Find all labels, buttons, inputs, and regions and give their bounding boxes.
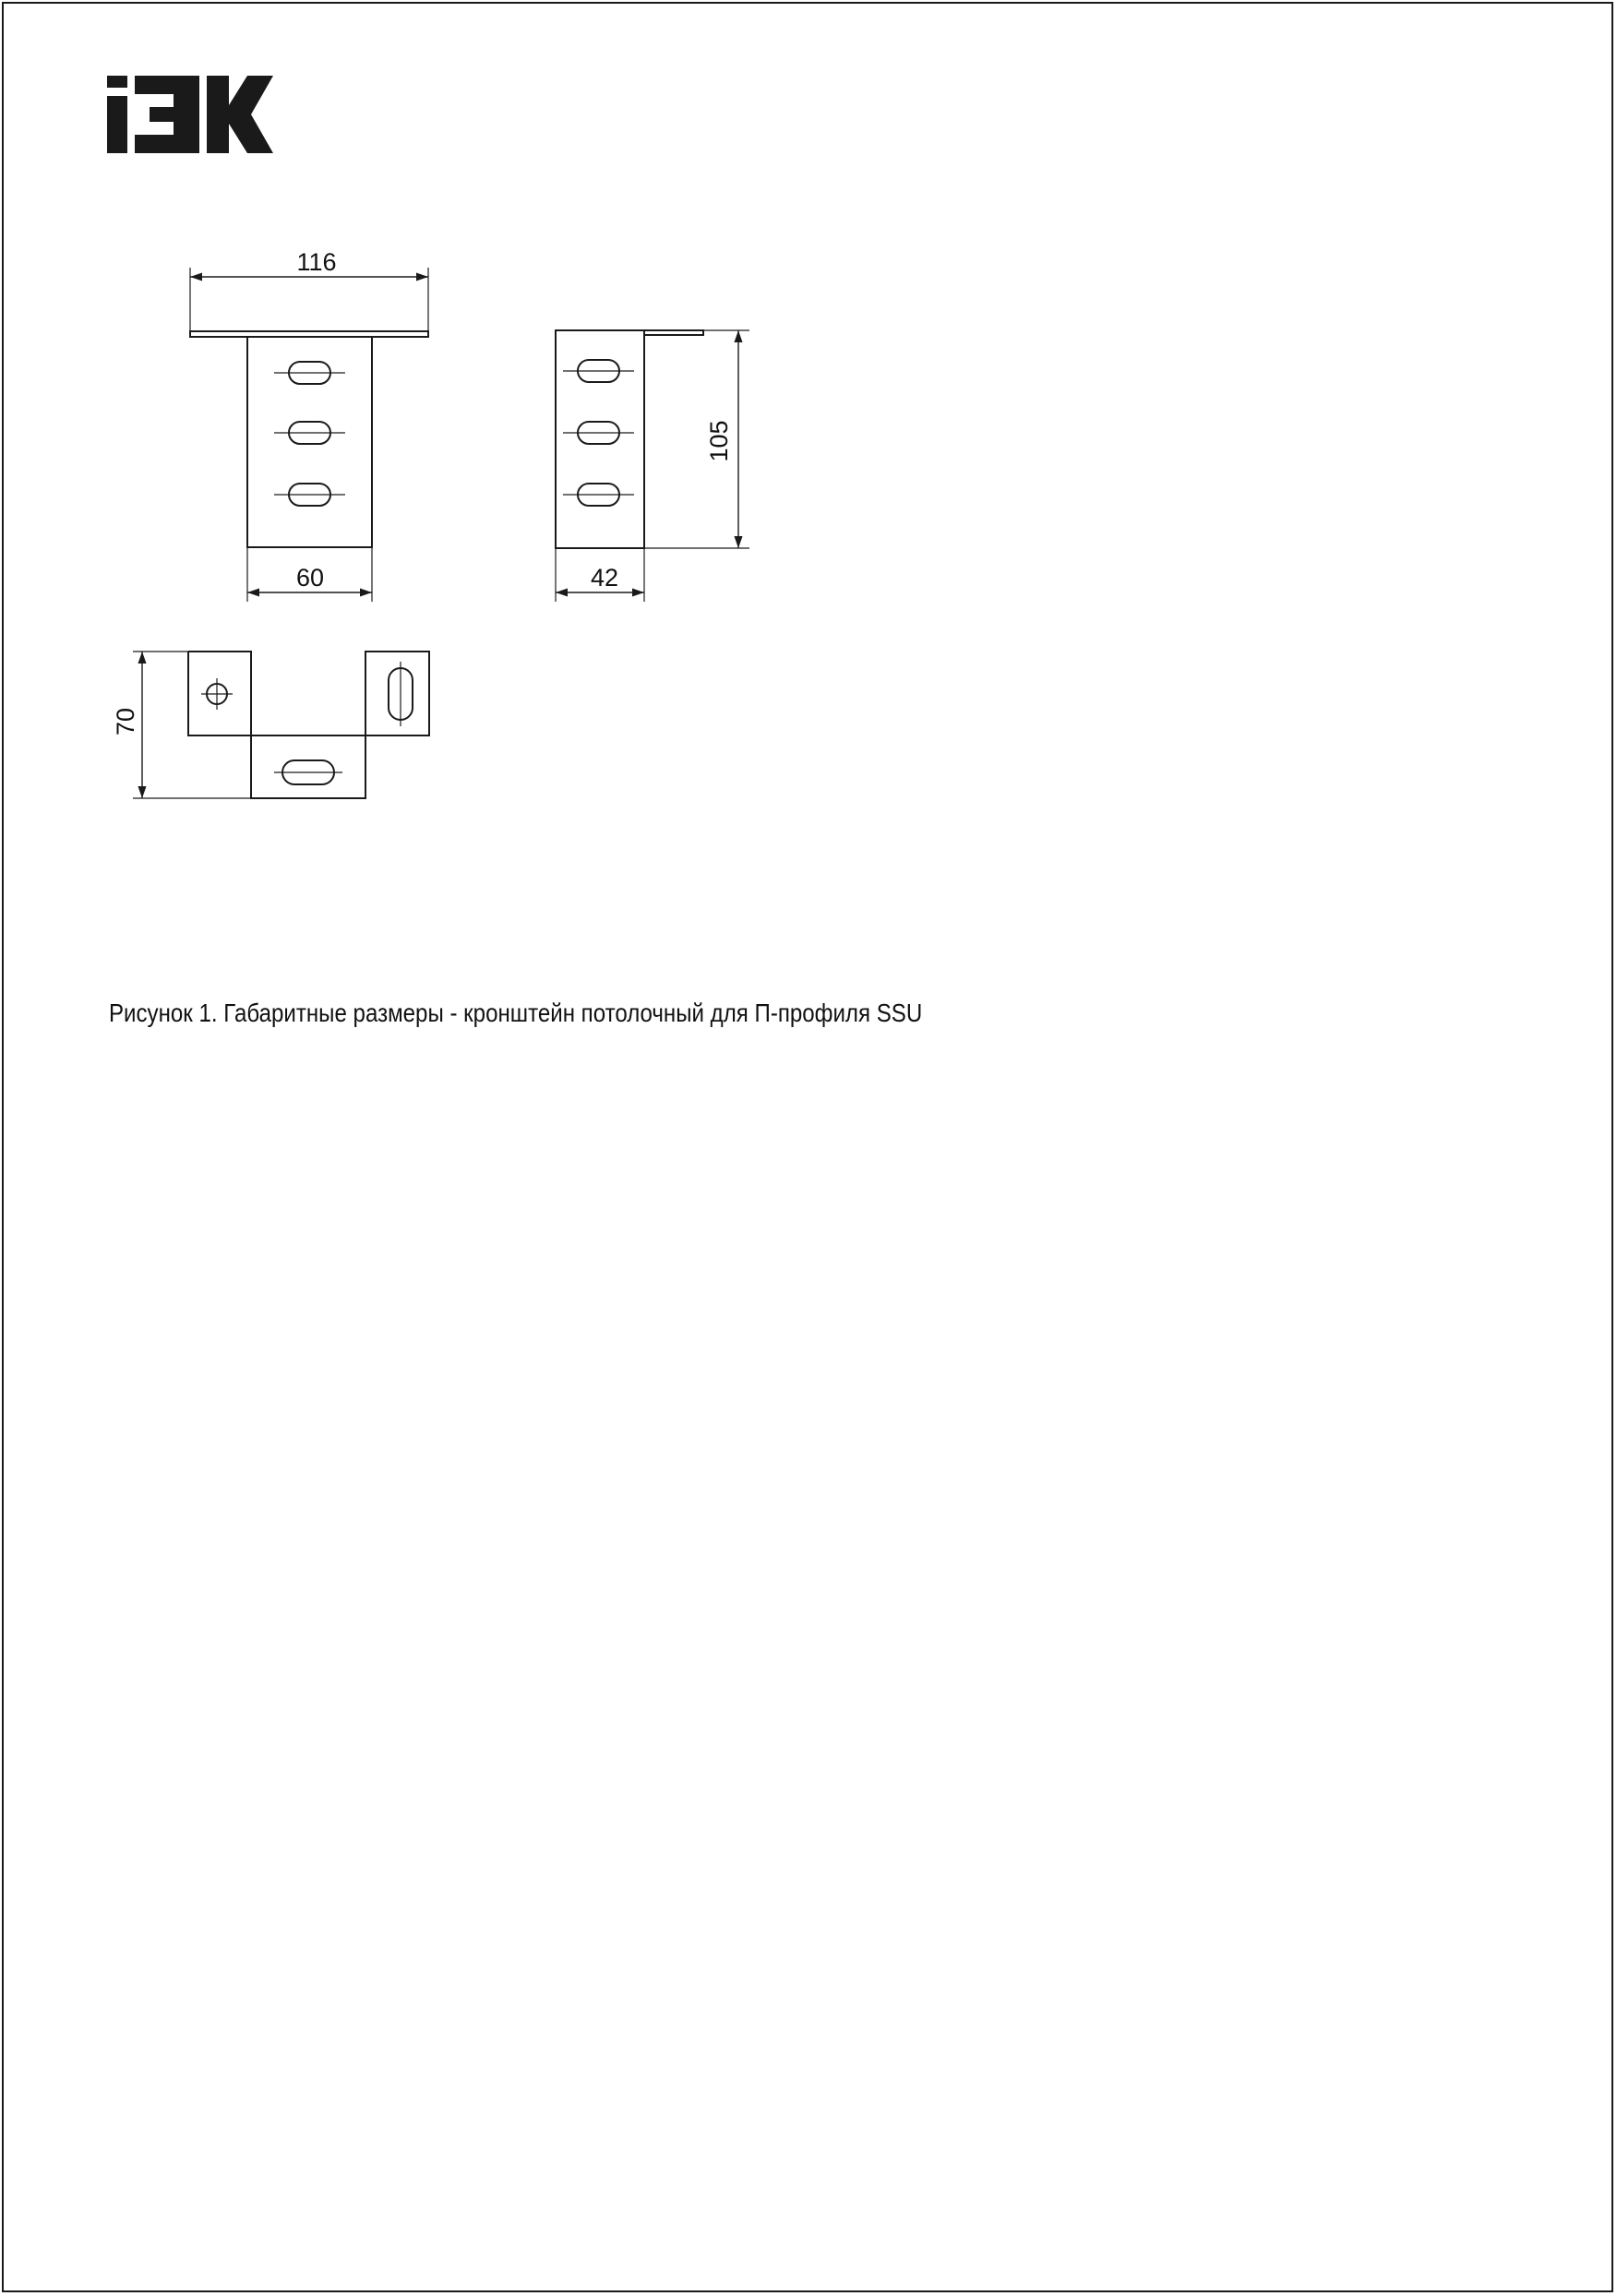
dim-front-width: 60 xyxy=(295,564,325,592)
dim-height: 105 xyxy=(705,420,733,462)
technical-drawing xyxy=(0,0,1617,923)
side-slots xyxy=(563,360,634,506)
side-view xyxy=(556,330,749,602)
figure-caption: Рисунок 1. Габаритные размеры - кронштейн потолочный для П-профиля SSU xyxy=(109,999,923,1027)
plan-view xyxy=(133,652,429,798)
dim-plan-depth: 70 xyxy=(112,707,139,736)
front-slots xyxy=(274,362,345,506)
dim-top-width: 116 xyxy=(296,248,337,276)
front-view xyxy=(190,268,428,602)
dim-side-width: 42 xyxy=(590,564,619,592)
